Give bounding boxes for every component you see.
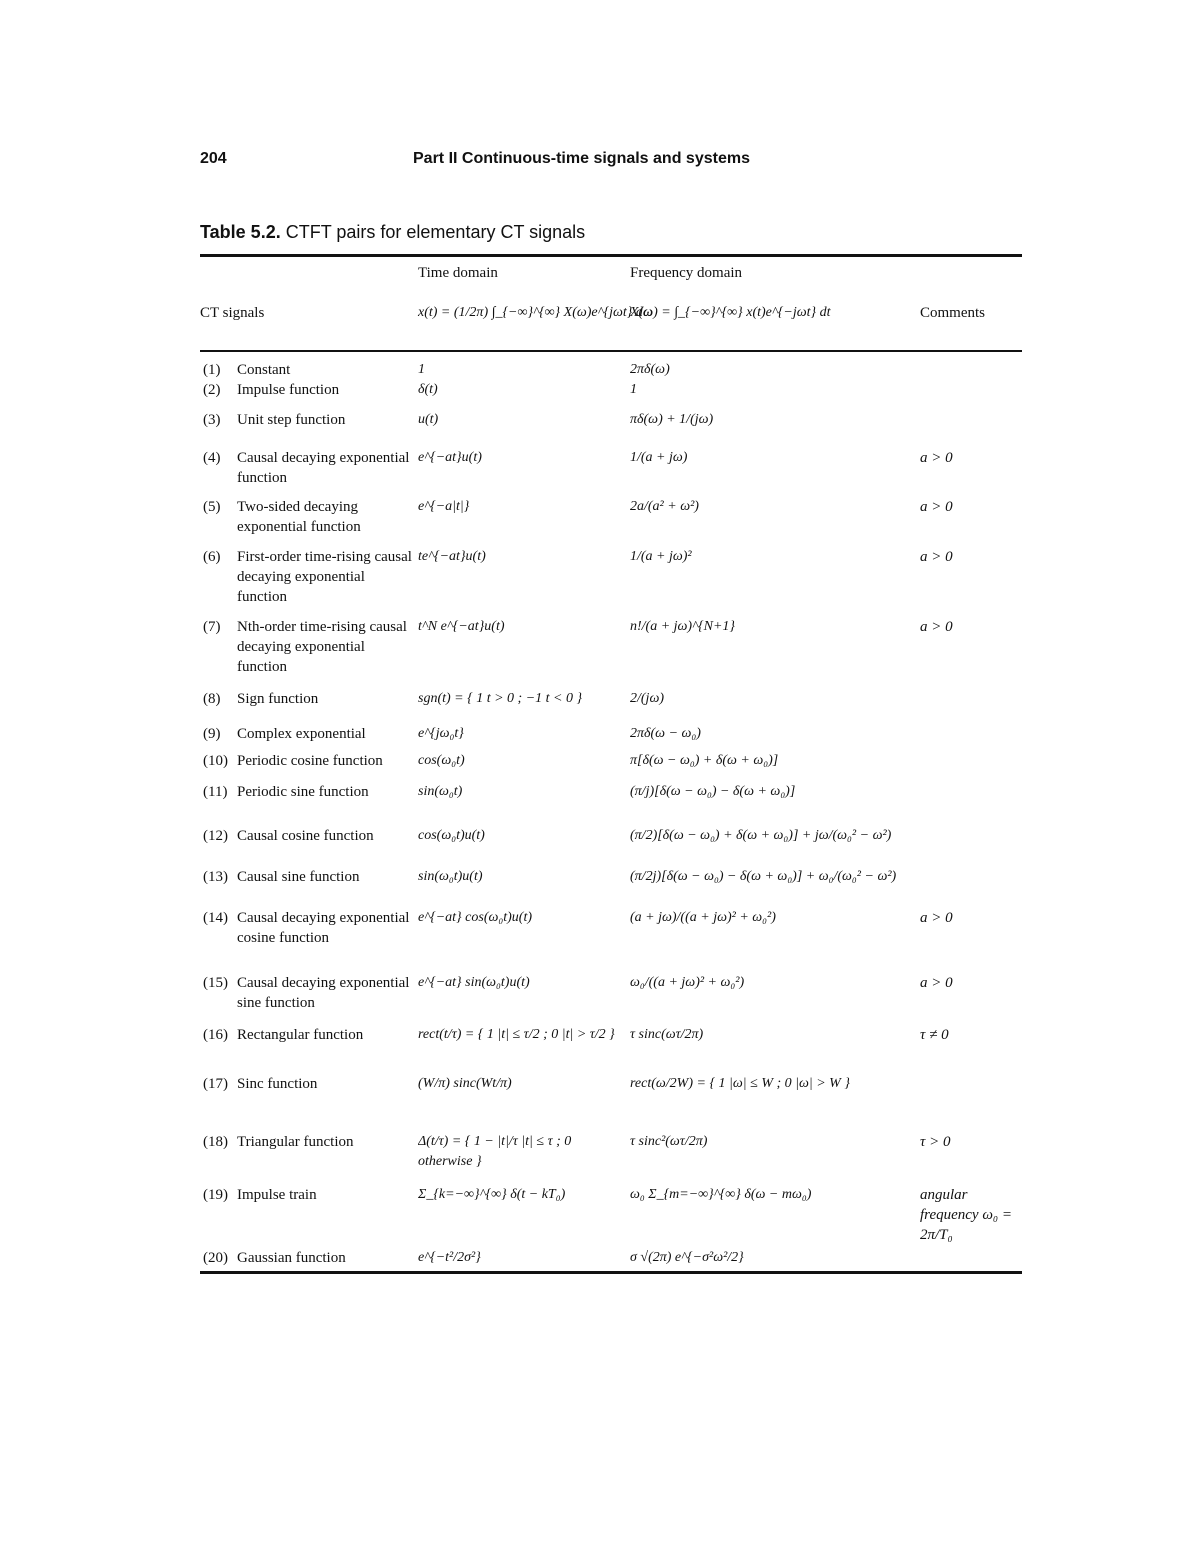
row-number: (10) (203, 753, 228, 769)
frequency-domain-expression: (π/j)[δ(ω − ω₀) − δ(ω + ω₀)] (630, 784, 796, 799)
row-number: (12) (203, 828, 228, 844)
row-number: (19) (203, 1187, 228, 1203)
time-domain-expression: cos(ω₀t) (418, 753, 465, 768)
time-domain-expression: sgn(t) = { 1 t > 0 ; −1 t < 0 } (418, 691, 583, 706)
time-domain-expression: e^{−at}u(t) (418, 450, 482, 465)
table-caption (200, 222, 585, 243)
signal-name: First-order time-rising causal decaying exponential function (237, 549, 412, 605)
time-domain-expression: 1 (418, 362, 425, 377)
ct-signals-heading: CT signals (200, 305, 265, 321)
time-domain-expression: e^{−a|t|} (418, 499, 470, 514)
frequency-domain-expression: ω₀ Σ_{m=−∞}^{∞} δ(ω − mω₀) (630, 1187, 812, 1202)
time-domain-heading: Time domain (418, 265, 498, 281)
frequency-domain-expression: rect(ω/2W) = { 1 |ω| ≤ W ; 0 |ω| > W } (630, 1076, 850, 1091)
frequency-domain-expression: 1/(a + jω) (630, 450, 688, 465)
comment: a > 0 (920, 619, 953, 635)
frequency-domain-expression: (π/2)[δ(ω − ω₀) + δ(ω + ω₀)] + jω/(ω₀² − ω²) (630, 828, 892, 843)
time-domain-expression: e^{−at} cos(ω₀t)u(t) (418, 910, 532, 925)
row-number: (15) (203, 975, 228, 991)
frequency-domain-expression: (a + jω)/((a + jω)² + ω₀²) (630, 910, 776, 925)
time-domain-expression: cos(ω₀t)u(t) (418, 828, 485, 843)
frequency-domain-expression: 1/(a + jω)² (630, 549, 692, 564)
time-domain-expression: t^N e^{−at}u(t) (418, 619, 505, 634)
frequency-domain-expression: τ sinc²(ωτ/2π) (630, 1134, 708, 1149)
signal-name: Rectangular function (237, 1027, 364, 1043)
time-domain-formula: x(t) = (1/2π) ∫_{−∞}^{∞} X(ω)e^{jωt} dω (418, 305, 653, 320)
signal-name: Causal cosine function (237, 828, 374, 844)
row-number: (5) (203, 499, 221, 515)
signal-name: Triangular function (237, 1134, 354, 1150)
signal-name: Unit step function (237, 412, 346, 428)
time-domain-expression: e^{−at} sin(ω₀t)u(t) (418, 975, 530, 990)
comment: a > 0 (920, 450, 953, 466)
signal-name: Two-sided decaying exponential function (237, 499, 361, 535)
table-label: Table 5.2. (200, 222, 281, 242)
signal-name: Causal decaying exponential function (237, 450, 410, 486)
page-header (200, 150, 1022, 174)
row-number: (4) (203, 450, 221, 466)
signal-name: Gaussian function (237, 1250, 346, 1266)
frequency-domain-expression: ω₀/((a + jω)² + ω₀²) (630, 975, 745, 990)
signal-name: Causal sine function (237, 869, 360, 885)
comment: angular frequency ω₀ = 2π/T₀ (920, 1187, 1013, 1243)
frequency-domain-expression: 2a/(a² + ω²) (630, 499, 699, 514)
row-number: (20) (203, 1250, 228, 1266)
table-caption-text: CTFT pairs for elementary CT signals (285, 222, 586, 242)
time-domain-expression: rect(t/τ) = { 1 |t| ≤ τ/2 ; 0 |t| > τ/2 } (418, 1027, 615, 1042)
signal-name: Nth-order time-rising causal decaying exponential function (237, 619, 407, 675)
time-domain-expression: δ(t) (418, 382, 438, 397)
row-number: (17) (203, 1076, 228, 1092)
comment: τ ≠ 0 (920, 1027, 949, 1043)
frequency-domain-expression: 2πδ(ω) (630, 362, 670, 377)
row-number: (16) (203, 1027, 228, 1043)
frequency-domain-expression: (π/2j)[δ(ω − ω₀) − δ(ω + ω₀)] + ω₀/(ω₀² − ω²) (630, 869, 897, 884)
comments-heading: Comments (920, 305, 986, 321)
signal-name: Constant (237, 362, 291, 378)
table-top-rule (200, 254, 1022, 257)
table-bottom-rule (200, 1271, 1022, 1274)
time-domain-expression: sin(ω₀t) (418, 784, 463, 799)
frequency-domain-heading: Frequency domain (630, 265, 743, 281)
time-domain-expression: sin(ω₀t)u(t) (418, 869, 483, 884)
row-number: (9) (203, 726, 221, 742)
comment: a > 0 (920, 910, 953, 926)
page-number: 204 (200, 150, 227, 167)
header-rule (200, 350, 1022, 352)
running-title: Part II Continuous-time signals and systems (413, 150, 750, 167)
time-domain-expression: Σ_{k=−∞}^{∞} δ(t − kT₀) (418, 1187, 566, 1202)
row-number: (14) (203, 910, 228, 926)
time-domain-expression: (W/π) sinc(Wt/π) (418, 1076, 512, 1091)
frequency-domain-expression: 2/(jω) (630, 691, 664, 706)
frequency-domain-expression: 2πδ(ω − ω₀) (630, 726, 701, 741)
time-domain-expression: Δ(t/τ) = { 1 − |t|/τ |t| ≤ τ ; 0 otherwise } (418, 1134, 572, 1169)
signal-name: Complex exponential (237, 726, 366, 742)
frequency-domain-expression: 1 (630, 382, 637, 397)
time-domain-expression: te^{−at}u(t) (418, 549, 486, 564)
signal-name: Causal decaying exponential cosine function (237, 910, 410, 946)
comment: a > 0 (920, 549, 953, 565)
signal-name: Impulse function (237, 382, 340, 398)
frequency-domain-expression: πδ(ω) + 1/(jω) (630, 412, 714, 427)
signal-name: Causal decaying exponential sine function (237, 975, 410, 1011)
signal-name: Periodic cosine function (237, 753, 383, 769)
signal-name: Impulse train (237, 1187, 317, 1203)
comment: τ > 0 (920, 1134, 951, 1150)
row-number: (1) (203, 362, 221, 378)
row-number: (2) (203, 382, 221, 398)
row-number: (7) (203, 619, 221, 635)
signal-name: Periodic sine function (237, 784, 369, 800)
comment: a > 0 (920, 499, 953, 515)
signal-name: Sinc function (237, 1076, 318, 1092)
frequency-domain-expression: π[δ(ω − ω₀) + δ(ω + ω₀)] (630, 753, 779, 768)
row-number: (11) (203, 784, 228, 800)
row-number: (6) (203, 549, 221, 565)
frequency-domain-formula: X(ω) = ∫_{−∞}^{∞} x(t)e^{−jωt} dt (630, 305, 831, 320)
time-domain-expression: u(t) (418, 412, 439, 427)
signal-name: Sign function (237, 691, 319, 707)
frequency-domain-expression: τ sinc(ωτ/2π) (630, 1027, 704, 1042)
row-number: (18) (203, 1134, 228, 1150)
time-domain-expression: e^{jω₀t} (418, 726, 464, 741)
row-number: (3) (203, 412, 221, 428)
row-number: (13) (203, 869, 228, 885)
row-number: (8) (203, 691, 221, 707)
frequency-domain-expression: σ √(2π) e^{−σ²ω²/2} (630, 1250, 744, 1265)
time-domain-expression: e^{−t²/2σ²} (418, 1250, 481, 1265)
frequency-domain-expression: n!/(a + jω)^{N+1} (630, 619, 735, 634)
comment: a > 0 (920, 975, 953, 991)
